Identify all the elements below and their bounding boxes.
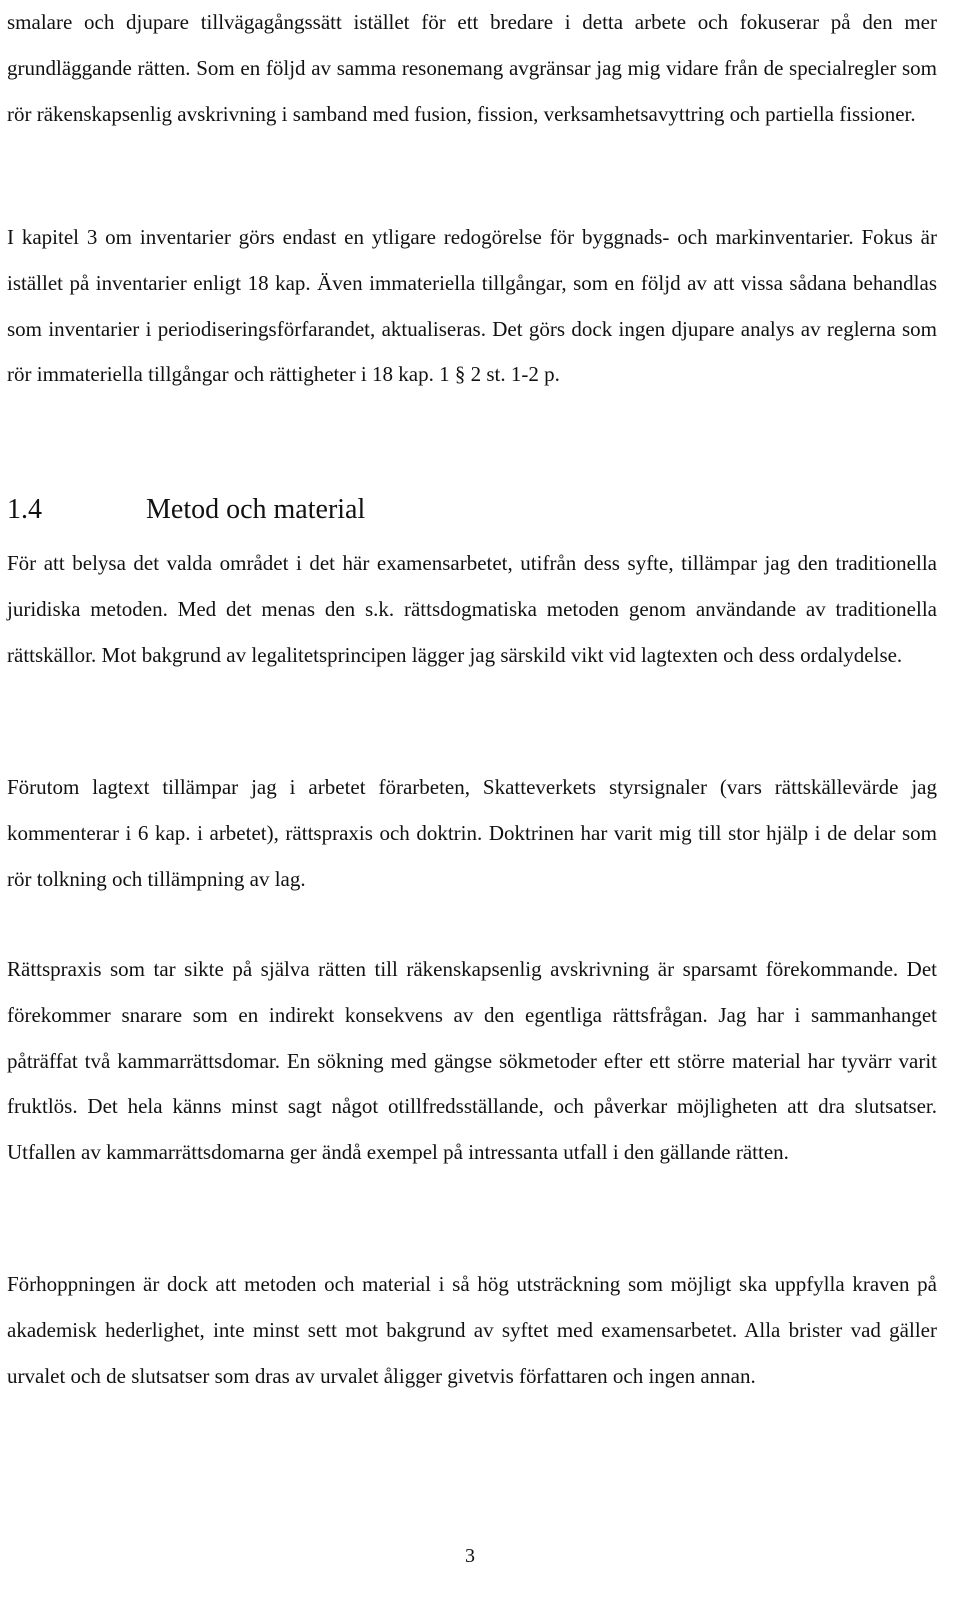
paragraph-method: För att belysa det valda området i det här examensarbetet, utifrån dess syfte, tillämpar jag den traditionella juridiska metoden. Med det menas den s.k. rättsdogmatiska metoden genom användande av traditionella rättskällor. Mot bakgrund av legalitetsprincipen lägger jag särskild vikt vid lagtexten och dess ordalydelse. — [7, 551, 937, 667]
section-number: 1.4 — [7, 494, 42, 525]
page-number: 3 — [465, 1545, 475, 1567]
section-heading — [7, 487, 937, 533]
paragraph-inventory-scope: I kapitel 3 om inventarier görs endast en ytligare redogörelse för byggnads- och markinventarier. Fokus är istället på inventarier enligt 18 kap. Även immateriella tillgångar, som en följd av att vissa sådana behandlas som inventarier i periodiseringsförfarandet, aktualiseras. Det görs dock ingen djupare analys av reglerna som rör immateriella tillgångar och rättigheter i 18 kap. 1 § 2 st. 1-2 p. — [7, 225, 937, 387]
paragraph-sources: Förutom lagtext tillämpar jag i arbetet förarbeten, Skatteverkets styrsignaler (vars rättskällevärde jag kommenterar i 6 kap. i arbetet), rättspraxis och doktrin. Doktrinen har varit mig till stor hjälp i de delar som rör tolkning och tillämpning av lag. — [7, 775, 937, 891]
paragraph-case-law: Rättspraxis som tar sikte på själva rätten till räkenskapsenlig avskrivning är sparsamt förekommande. Det förekommer snarare som en indirekt konsekvens av den egentliga rättsfrågan. Jag har i sammanhanget påträffat två kammarrättsdomar. En sökning med gängse sökmetoder efter ett större material har tyvärr varit fruktlös. Det hela känns minst sagt något otillfredsställande, och påverkar möjligheten att dra slutsatser. Utfallen av kammarrättsdomarna ger ändå exempel på intressanta utfall i den gällande rätten. — [7, 957, 937, 1165]
paragraph-delimitation: smalare och djupare tillvägagångssätt istället för ett bredare i detta arbete och fokuserar på den mer grundläggande rätten. Som en följd av samma resonemang avgränsar jag mig vidare från de specialregler som rör räkenskapsenlig avskrivning i samband med fusion, fission, verksamhetsavyttring och partiella fissioner. — [7, 10, 937, 126]
section-title: Metod och material — [146, 494, 366, 525]
paragraph-conclusion: Förhoppningen är dock att metoden och material i så hög utsträckning som möjligt ska uppfylla kraven på akademisk hederlighet, inte minst sett mot bakgrund av syftet med examensarbetet. Alla brister vad gäller urvalet och de slutsatser som dras av urvalet åligger givetvis författaren och ingen annan. — [7, 1272, 937, 1388]
